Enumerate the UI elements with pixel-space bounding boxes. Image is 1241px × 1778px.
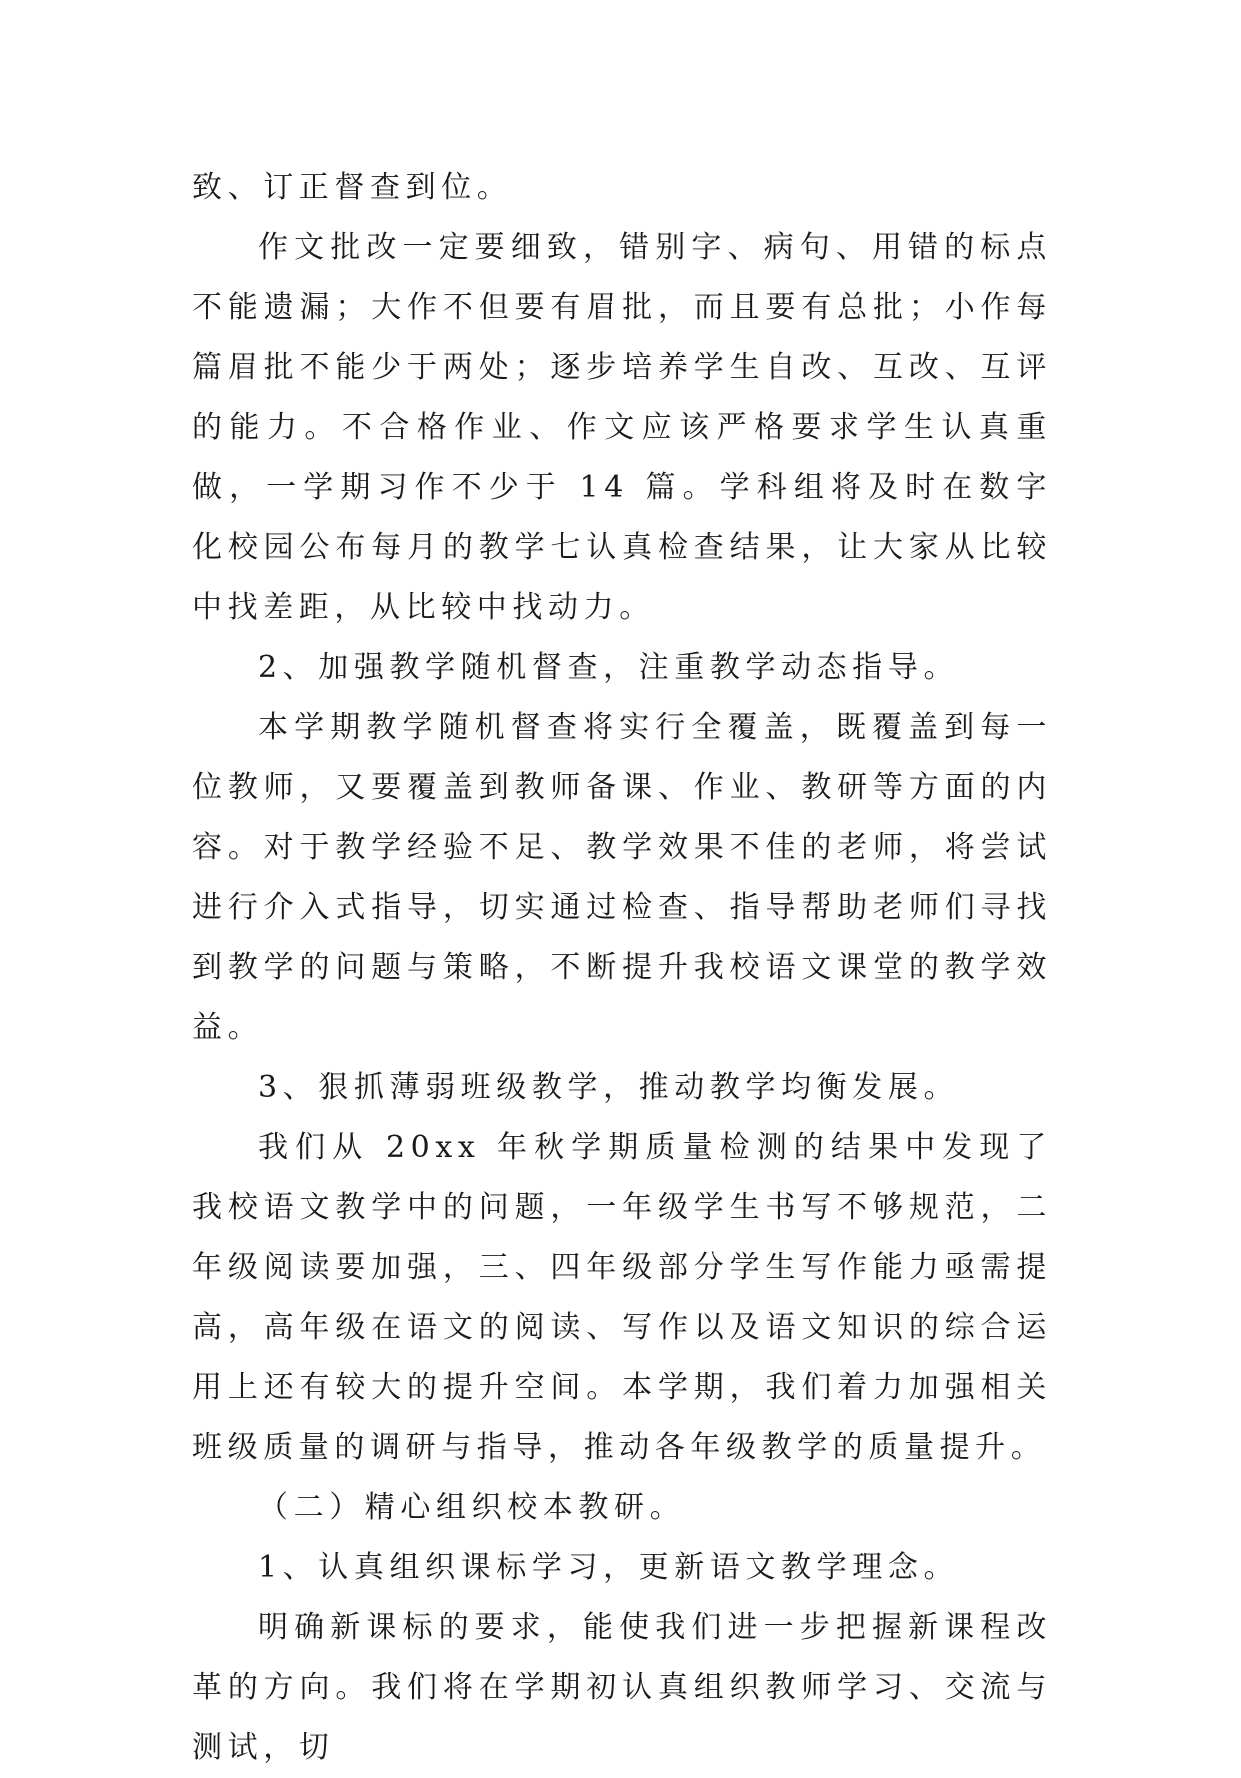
document-body (192, 158, 1052, 1778)
paragraph: 致、订正督查到位。 (192, 170, 513, 205)
section-heading: 2、加强教学随机督查，注重教学动态指导。 (258, 650, 960, 685)
paragraph: 我们从 20xx 年秋学期质量检测的结果中发现了我校语文教学中的问题，一年级学生书写不够规范，二年级阅读要加强，三、四年级部分学生写作能力亟需提高，高年级在语文的阅读、写作以及语文知识的综合运用上还有较大的提升空间。本学期，我们着力加强相关班级质量的调研与指导，推动各年级教学的质量提升。 (192, 1130, 1052, 1465)
paragraph: 明确新课标的要求，能使我们进一步把握新课程改革的方向。我们将在学期初认真组织教师学习、交流与测试，切 (192, 1610, 1052, 1765)
paragraph: 作文批改一定要细致，错别字、病句、用错的标点不能遗漏；大作不但要有眉批，而且要有总批；小作每篇眉批不能少于两处；逐步培养学生自改、互改、互评的能力。不合格作业、作文应该严格要求学生认真重做，一学期习作不少于 14 篇。学科组将及时在数字化校园公布每月的教学七认真检查结果，让大家从比较中找差距，从比较中找动力。 (192, 230, 1052, 625)
section-heading: （二）精心组织校本教研。 (258, 1490, 686, 1525)
section-heading: 1、认真组织课标学习，更新语文教学理念。 (258, 1550, 960, 1585)
section-heading: 3、狠抓薄弱班级教学，推动教学均衡发展。 (258, 1070, 960, 1105)
paragraph: 本学期教学随机督查将实行全覆盖，既覆盖到每一位教师，又要覆盖到教师备课、作业、教研等方面的内容。对于教学经验不足、教学效果不佳的老师，将尝试进行介入式指导，切实通过检查、指导帮助老师们寻找到教学的问题与策略，不断提升我校语文课堂的教学效益。 (192, 710, 1052, 1045)
